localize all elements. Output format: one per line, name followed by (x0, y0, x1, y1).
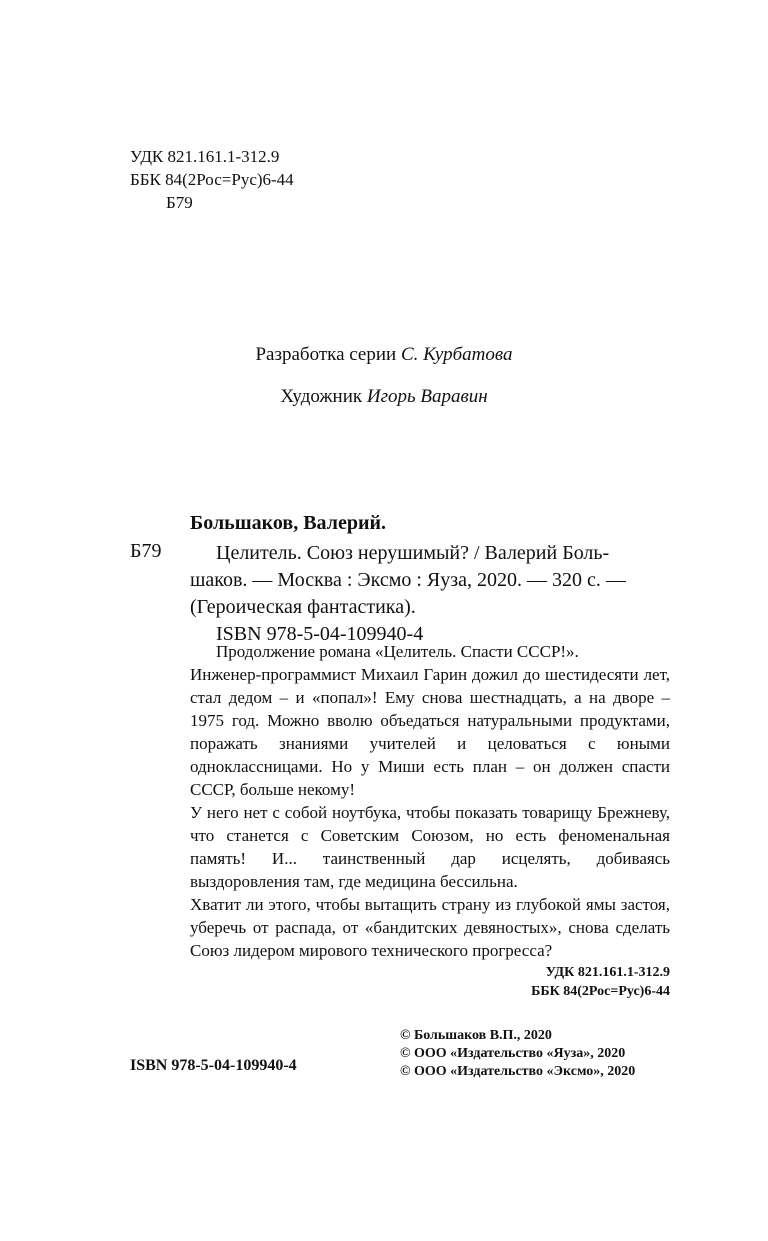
entry-line: (Героическая фантастика). (190, 596, 416, 618)
copyright-line: © ООО «Издательство «Эксмо», 2020 (400, 1064, 636, 1079)
author-code: Б79 (166, 193, 193, 212)
series-credit (0, 344, 768, 366)
series-credit-name: С. Курбатова (400, 344, 513, 365)
footer-codes (488, 963, 670, 1001)
entry-line: шаков. — Москва : Эксмо : Яуза, 2020. — 320 с. — (190, 569, 626, 591)
footer-isbn: ISBN 978-5-04-109940-4 (130, 1057, 297, 1074)
entry-line: Целитель. Союз нерушимый? / Валерий Боль- (216, 542, 610, 564)
annotation (190, 640, 670, 962)
copyright-block (400, 1027, 635, 1081)
annotation-paragraph: Хватит ли этого, чтобы вытащить страну из глубокой ямы застоя, уберечь от распада, от «бандитских девяностых», снова сделать Союз лидером мирового технического прогресса? (190, 895, 670, 960)
bbk-code: ББК 84(2Рос=Рус)6-44 (130, 170, 294, 189)
copyright-line: © Большаков В.П., 2020 (400, 1028, 552, 1043)
annotation-paragraph: Инженер-программист Михаил Гарин дожил до шестидесяти лет, стал дедом – и «попал»! Ему снова шестнадцать, а на дворе – 1975 год. Можно вволю объедаться натуральными продуктами, поражать знаниями учителей и целоваться с юными одноклассницами. Но у Миши есть план – он должен спасти СССР, больше некому! (190, 665, 670, 799)
entry-isbn: ISBN 978-5-04-109940-4 (216, 623, 424, 645)
entry-author-code: Б79 (130, 540, 162, 562)
annotation-paragraph: У него нет с собой ноутбука, чтобы показать товарищу Брежневу, что станется с Советским Союзом, но есть феноменальная память! И... таинственный дар исцелять, добиваясь выздоровления там, где медицина бессильна. (190, 803, 670, 891)
copyright-line: © ООО «Издательство «Яуза», 2020 (400, 1046, 626, 1061)
catalog-entry (190, 540, 670, 648)
series-credit-label: Разработка серии (255, 344, 397, 365)
footer-bbk: ББК 84(2Рос=Рус)6-44 (531, 984, 670, 999)
classification-block (130, 145, 294, 214)
footer-udk: УДК 821.161.1-312.9 (545, 965, 670, 980)
artist-credit-label: Художник (280, 386, 363, 407)
udk-code: УДК 821.161.1-312.9 (130, 147, 280, 166)
artist-credit-name: Игорь Варавин (366, 386, 488, 407)
artist-credit (0, 386, 768, 408)
entry-author-heading: Большаков, Валерий. (190, 512, 386, 534)
annotation-paragraph: Продолжение романа «Целитель. Спасти СССР!». (216, 642, 579, 661)
